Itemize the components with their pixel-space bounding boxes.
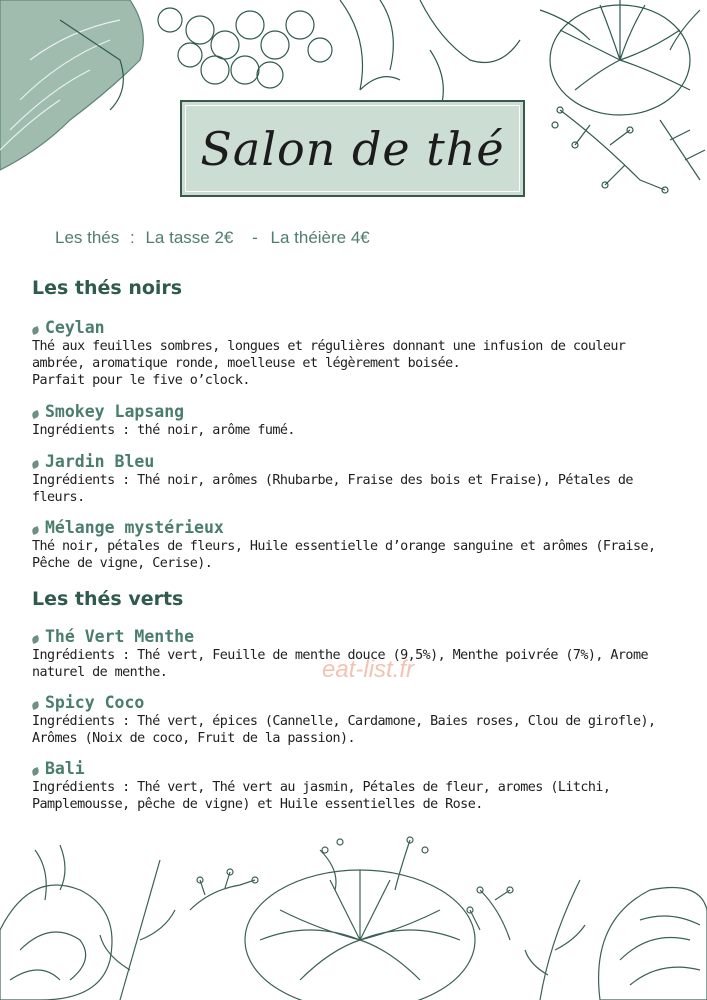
menu-item-jardin-bleu xyxy=(32,452,682,506)
item-description: Ingrédients : Thé vert, épices (Cannelle, Cardamone, Baies roses, Clou de girofle), Arômes (Noix de coco, Fruit de la passion). xyxy=(32,714,656,746)
watermark: eat-list.fr xyxy=(322,656,415,683)
menu-item-spicy-coco xyxy=(32,693,682,747)
menu-item-melange-mysterieux xyxy=(32,518,682,572)
item-name: Mélange mystérieux xyxy=(45,518,224,537)
leaf-bullet-icon xyxy=(31,635,40,644)
item-name: Bali xyxy=(45,759,85,778)
menu-item-smokey-lapsang xyxy=(32,402,682,439)
leaf-bullet-icon xyxy=(31,526,40,535)
menu-item-bali xyxy=(32,759,682,813)
title-box xyxy=(180,100,525,197)
item-description: Thé aux feuilles sombres, longues et régulières donnant une infusion de couleur ambrée, aromatique ronde, moelleuse et légèrement boisée. Parfait pour le five o’clock. xyxy=(32,339,626,388)
price-pot: La théière 4€ xyxy=(270,228,370,247)
leaf-bullet-icon xyxy=(31,767,40,776)
floral-bottom-decoration xyxy=(0,830,707,1000)
item-name: Spicy Coco xyxy=(45,693,145,712)
leaf-bullet-icon xyxy=(31,701,40,710)
item-name: Thé Vert Menthe xyxy=(45,627,195,646)
item-name: Ceylan xyxy=(45,318,105,337)
item-description: Ingrédients : thé noir, arôme fumé. xyxy=(32,423,295,438)
section-title-green-teas: Les thés verts xyxy=(32,588,184,610)
item-description: Ingrédients : Thé vert, Thé vert au jasmin, Pétales de fleur, aromes (Litchi, Pamplemousse, pêche de vigne) et Huile essentielles de Rose. xyxy=(32,780,611,812)
item-name: Smokey Lapsang xyxy=(45,402,185,421)
item-description: Ingrédients : Thé vert, Feuille de menthe douce (9,5%), Menthe poivrée (7%), Arome naturel de menthe. xyxy=(32,648,648,680)
price-cup: La tasse 2€ xyxy=(145,228,234,247)
leaf-bullet-icon xyxy=(31,460,40,469)
price-line xyxy=(55,228,370,248)
price-separator: : xyxy=(130,228,135,247)
item-description: Thé noir, pétales de fleurs, Huile essentielle d’orange sanguine et arômes (Fraise, Pêche de vigne, Cerise). xyxy=(32,539,656,571)
item-description: Ingrédients : Thé noir, arômes (Rhubarbe, Fraise des bois et Fraise), Pétales de fleurs. xyxy=(32,473,633,505)
price-label: Les thés xyxy=(55,228,120,247)
leaf-bullet-icon xyxy=(31,326,40,335)
leaf-bullet-icon xyxy=(31,410,40,419)
price-dash: - xyxy=(252,228,258,247)
menu-item-ceylan xyxy=(32,318,682,389)
item-name: Jardin Bleu xyxy=(45,452,155,471)
section-title-black-teas: Les thés noirs xyxy=(32,277,183,299)
page-title: Salon de thé xyxy=(200,121,505,176)
